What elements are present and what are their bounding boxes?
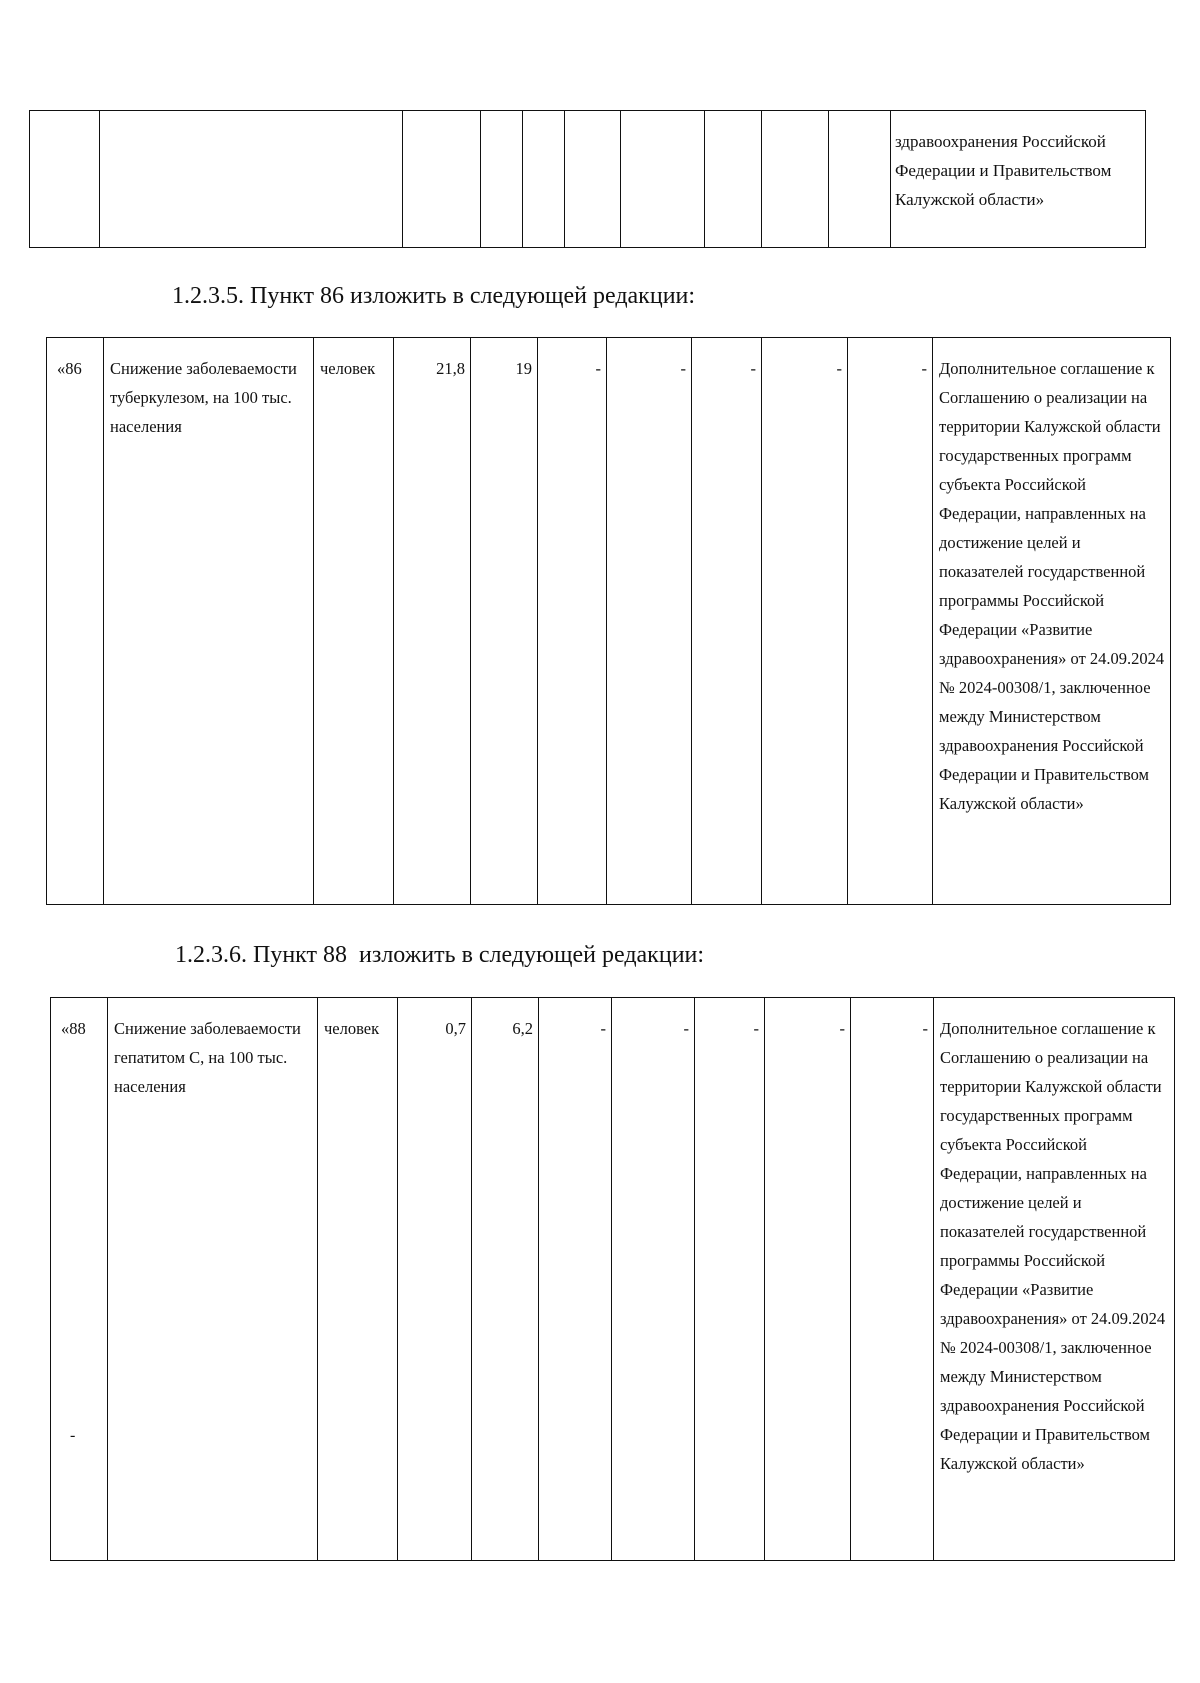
empty-cell	[523, 111, 565, 248]
indicator-name: Снижение заболеваемости туберкулезом, на 100 тыс. населения	[104, 338, 314, 905]
empty-cell	[829, 111, 891, 248]
empty-cell	[762, 111, 829, 248]
value-4: -	[607, 338, 692, 905]
empty-cell	[621, 111, 705, 248]
continuation-table	[29, 110, 1146, 248]
item-86-table	[46, 337, 1171, 905]
value-base: 0,7	[398, 998, 472, 1561]
unit-cell: человек	[314, 338, 394, 905]
document-cell: здравоохранения Российской Федерации и Правительством Калужской области»	[891, 111, 1146, 248]
table-row	[51, 998, 1175, 1561]
table-row	[47, 338, 1171, 905]
indicator-name: Снижение заболеваемости гепатитом С, на 100 тыс. населения	[108, 998, 318, 1561]
document-cell: Дополнительное соглашение к Соглашению о реализации на территории Калужской области государственных программ субъекта Российской Федерации, направленных на достижение целей и показателей государственной программы Российской Федерации «Развитие здравоохранения» от 24.09.2024 № 2024-00308/1, заключенное между Министерством здравоохранения Российской Федерации и Правительством Калужской области»	[933, 338, 1171, 905]
value-7: -	[848, 338, 933, 905]
value-2: 19	[471, 338, 538, 905]
value-6: -	[765, 998, 851, 1561]
value-5: -	[692, 338, 762, 905]
table-row	[30, 111, 1146, 248]
value-4: -	[612, 998, 695, 1561]
unit-cell: человек	[318, 998, 398, 1561]
value-base: 21,8	[394, 338, 471, 905]
section-heading-86: 1.2.3.5. Пункт 86 изложить в следующей редакции:	[172, 283, 696, 309]
value-6: -	[762, 338, 848, 905]
stray-mark: -	[70, 1427, 76, 1444]
empty-cell	[403, 111, 481, 248]
item-number: «86	[47, 338, 104, 905]
value-5: -	[695, 998, 765, 1561]
document-cell: Дополнительное соглашение к Соглашению о реализации на территории Калужской области государственных программ субъекта Российской Федерации, направленных на достижение целей и показателей государственной программы Российской Федерации «Развитие здравоохранения» от 24.09.2024 № 2024-00308/1, заключенное между Министерством здравоохранения Российской Федерации и Правительством Калужской области»	[934, 998, 1175, 1561]
value-2: 6,2	[472, 998, 539, 1561]
empty-cell	[100, 111, 403, 248]
value-7: -	[851, 998, 934, 1561]
empty-cell	[565, 111, 621, 248]
empty-cell	[481, 111, 523, 248]
value-3: -	[539, 998, 612, 1561]
empty-cell	[30, 111, 100, 248]
item-number: «88	[51, 998, 108, 1561]
item-88-table	[50, 997, 1175, 1561]
section-heading-88: 1.2.3.6. Пункт 88 изложить в следующей редакции:	[175, 942, 705, 968]
empty-cell	[705, 111, 762, 248]
value-3: -	[538, 338, 607, 905]
